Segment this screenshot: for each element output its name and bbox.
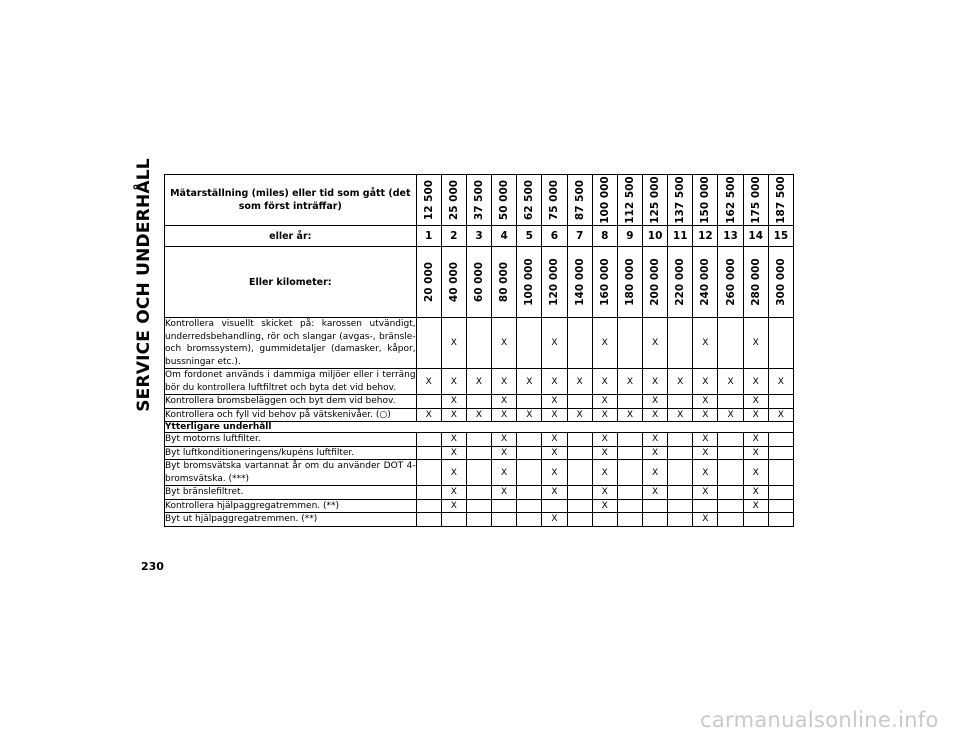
header-km-value-text: 260 000 (724, 258, 737, 306)
header-miles-label: Mätarställning (miles) eller tid som gått (det som först inträffar) (165, 175, 417, 226)
header-year-value: 2 (441, 226, 466, 247)
service-mark: X (617, 408, 642, 422)
service-mark (517, 446, 542, 460)
service-mark: X (441, 408, 466, 422)
section-label: Ytterligare underhåll (165, 422, 794, 433)
table-row (165, 408, 794, 422)
service-mark (668, 395, 693, 409)
service-mark (416, 318, 441, 369)
header-km-value-text: 60 000 (472, 261, 485, 303)
header-km-value-text: 220 000 (674, 258, 687, 306)
service-mark (768, 486, 793, 500)
service-mark (517, 460, 542, 486)
header-miles-value-text: 162 500 (724, 176, 737, 224)
service-mark (517, 395, 542, 409)
service-mark: X (517, 369, 542, 395)
header-miles-value-text: 12 500 (422, 179, 435, 221)
service-mark: X (416, 408, 441, 422)
service-mark (693, 499, 718, 513)
header-miles-value (668, 175, 693, 226)
header-km-value-text: 100 000 (523, 258, 536, 306)
service-mark: X (542, 395, 567, 409)
service-mark: X (743, 395, 768, 409)
service-mark (718, 395, 743, 409)
header-year-value: 6 (542, 226, 567, 247)
header-km-value (441, 247, 466, 318)
table-row (165, 369, 794, 395)
header-miles-value-text: 112 500 (623, 176, 636, 224)
service-mark (718, 486, 743, 500)
service-mark (567, 513, 592, 527)
header-km-value-text: 80 000 (498, 261, 511, 303)
service-mark: X (592, 395, 617, 409)
header-km-value-text: 280 000 (749, 258, 762, 306)
service-mark: X (743, 486, 768, 500)
service-mark: X (441, 446, 466, 460)
table-row (165, 486, 794, 500)
service-mark (466, 513, 491, 527)
watermark: carmanualsonline.info (700, 708, 939, 732)
service-mark (768, 318, 793, 369)
header-year-value: 8 (592, 226, 617, 247)
header-km-value (542, 247, 567, 318)
header-year-value: 12 (693, 226, 718, 247)
service-mark (718, 318, 743, 369)
header-km-value (693, 247, 718, 318)
header-miles-value-text: 37 500 (472, 179, 485, 221)
service-mark: X (542, 433, 567, 447)
service-mark (768, 446, 793, 460)
service-mark (567, 486, 592, 500)
section-side-title (132, 160, 156, 410)
service-mark: X (718, 408, 743, 422)
header-miles-value-text: 25 000 (447, 179, 460, 221)
service-mark: X (693, 486, 718, 500)
service-mark: X (441, 369, 466, 395)
service-mark: X (592, 486, 617, 500)
service-mark (668, 318, 693, 369)
service-mark (416, 513, 441, 527)
service-mark (416, 433, 441, 447)
service-mark (567, 433, 592, 447)
table-row (165, 499, 794, 513)
header-miles-value-text: 137 500 (674, 176, 687, 224)
header-km-value (768, 247, 793, 318)
service-mark: X (542, 369, 567, 395)
row-description: Byt luftkonditioneringens/kupéns luftfilter. (165, 446, 417, 460)
service-mark: X (643, 446, 668, 460)
service-mark (617, 513, 642, 527)
service-mark: X (743, 408, 768, 422)
header-row-miles (165, 175, 794, 226)
service-mark (768, 433, 793, 447)
header-km-value-text: 20 000 (422, 261, 435, 303)
service-mark: X (542, 460, 567, 486)
header-km-value (466, 247, 491, 318)
header-miles-value (416, 175, 441, 226)
service-mark: X (743, 499, 768, 513)
table-row (165, 433, 794, 447)
service-mark (416, 395, 441, 409)
header-miles-value (617, 175, 642, 226)
header-km-value (592, 247, 617, 318)
row-description: Kontrollera hjälpaggregatremmen. (**) (165, 499, 417, 513)
header-km-value-text: 240 000 (699, 258, 712, 306)
header-miles-value-text: 100 000 (598, 176, 611, 224)
service-mark: X (718, 369, 743, 395)
service-mark: X (542, 513, 567, 527)
service-mark (718, 513, 743, 527)
service-mark: X (768, 369, 793, 395)
row-description: Kontrollera visuellt skicket på: karossen utvändigt, underredsbehandling, rör och slangar (avgas-, bränsle- och bromssystem), gummidetaljer (damasker, kåpor, bussningar etc.). (165, 319, 416, 367)
header-miles-value (643, 175, 668, 226)
maintenance-schedule-body (165, 175, 794, 527)
service-mark (718, 446, 743, 460)
service-mark: X (441, 499, 466, 513)
service-mark (517, 433, 542, 447)
header-year-value: 10 (643, 226, 668, 247)
header-miles-value (768, 175, 793, 226)
header-km-value (517, 247, 542, 318)
row-description: Byt motorns luftfilter. (165, 433, 417, 447)
service-mark: X (643, 408, 668, 422)
service-mark: X (693, 395, 718, 409)
service-mark: X (492, 433, 517, 447)
service-mark: X (492, 446, 517, 460)
header-row-years (165, 226, 794, 247)
service-mark (668, 499, 693, 513)
header-year-value: 11 (668, 226, 693, 247)
service-mark (643, 499, 668, 513)
service-mark (416, 486, 441, 500)
header-year-value: 9 (617, 226, 642, 247)
service-mark (466, 486, 491, 500)
service-mark (567, 395, 592, 409)
service-mark: X (643, 395, 668, 409)
header-miles-value (441, 175, 466, 226)
service-mark: X (441, 318, 466, 369)
service-mark (567, 318, 592, 369)
service-mark (441, 513, 466, 527)
service-mark: X (643, 460, 668, 486)
service-mark: X (643, 369, 668, 395)
service-mark: X (441, 433, 466, 447)
service-mark: X (567, 369, 592, 395)
table-row (165, 446, 794, 460)
service-mark: X (542, 318, 567, 369)
header-miles-value-text: 150 000 (699, 176, 712, 224)
header-km-value-text: 40 000 (447, 261, 460, 303)
header-miles-value-text: 62 500 (523, 179, 536, 221)
service-mark (517, 499, 542, 513)
service-mark: X (693, 408, 718, 422)
service-mark (466, 460, 491, 486)
header-km-value-text: 200 000 (649, 258, 662, 306)
header-miles-value (567, 175, 592, 226)
service-mark (768, 460, 793, 486)
header-year-value: 15 (768, 226, 793, 247)
service-mark (643, 513, 668, 527)
header-km-value (416, 247, 441, 318)
header-year-value: 14 (743, 226, 768, 247)
service-mark (617, 433, 642, 447)
header-year-value: 3 (466, 226, 491, 247)
header-year-value: 13 (718, 226, 743, 247)
service-mark: X (668, 369, 693, 395)
service-mark (517, 513, 542, 527)
service-mark: X (441, 460, 466, 486)
service-mark: X (542, 486, 567, 500)
header-km-value-text: 140 000 (573, 258, 586, 306)
header-km-value (668, 247, 693, 318)
service-mark: X (466, 369, 491, 395)
service-mark: X (592, 318, 617, 369)
header-miles-value (743, 175, 768, 226)
service-mark (416, 446, 441, 460)
service-mark (492, 499, 517, 513)
service-mark (567, 499, 592, 513)
row-description: Kontrollera och fyll vid behov på vätskenivåer. (○) (165, 408, 417, 422)
service-mark: X (693, 513, 718, 527)
header-miles-value-text: 50 000 (498, 179, 511, 221)
service-mark (517, 486, 542, 500)
header-miles-value (542, 175, 567, 226)
service-mark: X (743, 318, 768, 369)
header-km-value-text: 160 000 (598, 258, 611, 306)
service-mark (592, 513, 617, 527)
service-mark (743, 513, 768, 527)
header-miles-value-text: 87 500 (573, 179, 586, 221)
page-number: 230 (141, 560, 164, 573)
service-mark: X (542, 446, 567, 460)
service-mark (768, 395, 793, 409)
service-mark (567, 460, 592, 486)
row-description: Om fordonet används i dammiga miljöer eller i terräng bör du kontrollera luftfiltret och byta det vid behov. (165, 370, 416, 393)
service-mark: X (492, 486, 517, 500)
service-mark (718, 460, 743, 486)
service-mark (617, 446, 642, 460)
service-mark (668, 513, 693, 527)
service-mark (617, 395, 642, 409)
header-km-value (617, 247, 642, 318)
service-mark (668, 460, 693, 486)
service-mark (466, 446, 491, 460)
service-mark: X (592, 433, 617, 447)
service-mark: X (743, 433, 768, 447)
service-mark (668, 486, 693, 500)
service-mark: X (441, 486, 466, 500)
row-description: Byt bränslefiltret. (165, 486, 417, 500)
service-mark: X (743, 369, 768, 395)
service-mark: X (517, 408, 542, 422)
header-km-value-text: 180 000 (623, 258, 636, 306)
service-mark (416, 460, 441, 486)
service-mark: X (441, 395, 466, 409)
service-mark: X (592, 408, 617, 422)
header-year-label: eller år: (165, 226, 417, 247)
service-mark: X (693, 433, 718, 447)
header-miles-value-text: 125 000 (649, 176, 662, 224)
service-mark: X (492, 318, 517, 369)
section-side-title-text: SERVICE OCH UNDERHÅLL (134, 158, 154, 412)
header-year-value: 4 (492, 226, 517, 247)
table-row (165, 513, 794, 527)
header-km-label: Eller kilometer: (165, 247, 417, 318)
service-mark: X (542, 408, 567, 422)
service-mark: X (693, 369, 718, 395)
header-km-value (643, 247, 668, 318)
service-mark (617, 486, 642, 500)
service-mark: X (668, 408, 693, 422)
header-km-value (567, 247, 592, 318)
service-mark (517, 318, 542, 369)
service-mark: X (592, 460, 617, 486)
service-mark: X (643, 486, 668, 500)
service-mark (617, 318, 642, 369)
service-mark (492, 513, 517, 527)
service-mark (466, 433, 491, 447)
header-km-value-text: 300 000 (774, 258, 787, 306)
service-mark: X (693, 446, 718, 460)
table-row (165, 318, 794, 369)
service-mark: X (492, 369, 517, 395)
table-row (165, 460, 794, 486)
service-mark (466, 395, 491, 409)
service-mark: X (768, 408, 793, 422)
service-mark: X (466, 408, 491, 422)
row-description: Byt ut hjälpaggregatremmen. (**) (165, 513, 417, 527)
service-mark: X (492, 395, 517, 409)
row-description: Kontrollera bromsbeläggen och byt dem vid behov. (165, 395, 417, 409)
service-mark: X (617, 369, 642, 395)
service-mark (466, 499, 491, 513)
header-miles-value (492, 175, 517, 226)
service-mark: X (693, 460, 718, 486)
service-mark: X (643, 318, 668, 369)
header-miles-value-text: 187 500 (774, 176, 787, 224)
service-mark (542, 499, 567, 513)
header-miles-value (718, 175, 743, 226)
header-km-value (718, 247, 743, 318)
service-mark (617, 499, 642, 513)
service-mark (668, 433, 693, 447)
header-miles-value-text: 175 000 (749, 176, 762, 224)
service-mark: X (743, 446, 768, 460)
service-mark: X (693, 318, 718, 369)
section-row (165, 422, 794, 433)
header-miles-value-text: 75 000 (548, 179, 561, 221)
header-miles-value (466, 175, 491, 226)
service-mark (617, 460, 642, 486)
row-description: Byt bromsvätska vartannat år om du använder DOT 4-bromsvätska. (***) (165, 461, 416, 484)
service-mark (718, 433, 743, 447)
header-year-value: 5 (517, 226, 542, 247)
header-miles-value (693, 175, 718, 226)
header-miles-value (517, 175, 542, 226)
service-mark (668, 446, 693, 460)
service-mark (466, 318, 491, 369)
header-year-value: 7 (567, 226, 592, 247)
service-mark (768, 513, 793, 527)
header-row-km (165, 247, 794, 318)
header-miles-value (592, 175, 617, 226)
service-mark: X (643, 433, 668, 447)
service-mark: X (492, 460, 517, 486)
service-mark: X (592, 369, 617, 395)
service-mark: X (492, 408, 517, 422)
header-km-value (492, 247, 517, 318)
service-mark (768, 499, 793, 513)
header-km-value-text: 120 000 (548, 258, 561, 306)
service-mark: X (567, 408, 592, 422)
service-mark: X (592, 499, 617, 513)
service-mark (416, 499, 441, 513)
table-row (165, 395, 794, 409)
service-mark: X (743, 460, 768, 486)
service-mark (718, 499, 743, 513)
service-mark: X (592, 446, 617, 460)
header-year-value: 1 (416, 226, 441, 247)
service-mark (567, 446, 592, 460)
maintenance-schedule-table (164, 174, 794, 527)
service-mark: X (416, 369, 441, 395)
header-km-value (743, 247, 768, 318)
